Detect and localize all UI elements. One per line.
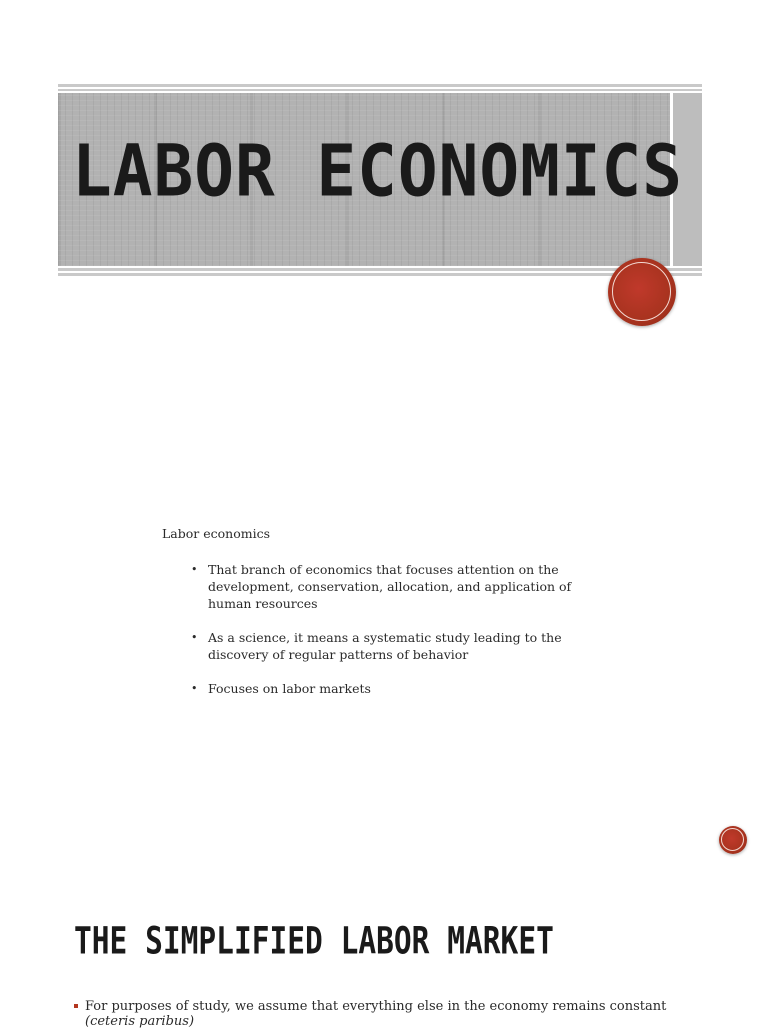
content-heading: Labor economics [162, 526, 270, 541]
bullet-icon: • [191, 631, 198, 644]
list-item [190, 680, 600, 697]
bullet-list [190, 561, 600, 714]
list-item-text: As a science, it means a systematic study leading to the discovery of regular patterns of behavior [208, 630, 562, 662]
slide-title: LABOR ECONOMICS [72, 129, 684, 213]
list-item [190, 561, 600, 612]
square-bullet-icon [74, 1004, 78, 1008]
list-item-italic: (ceteris paribus) [85, 1014, 195, 1029]
red-circle-icon [719, 826, 747, 854]
red-circle-icon [608, 258, 676, 326]
list-item [74, 999, 754, 1029]
list-item-text: That branch of economics that focuses attention on the development, conservation, allocation, and application of human resources [208, 562, 572, 611]
list-item-text: Focuses on labor markets [208, 681, 371, 696]
section-title: THE SIMPLIFIED LABOR MARKET [74, 919, 554, 963]
bullet-icon: • [191, 682, 198, 695]
list-item-text: For purposes of study, we assume that everything else in the economy remains constant [85, 999, 667, 1014]
banner-bottom-line-2 [58, 273, 702, 276]
banner-top-line [58, 84, 702, 87]
banner-top-line-2 [58, 89, 702, 91]
list-item [190, 629, 600, 663]
bullet-icon: • [191, 563, 198, 576]
banner-bottom-line [58, 268, 702, 271]
